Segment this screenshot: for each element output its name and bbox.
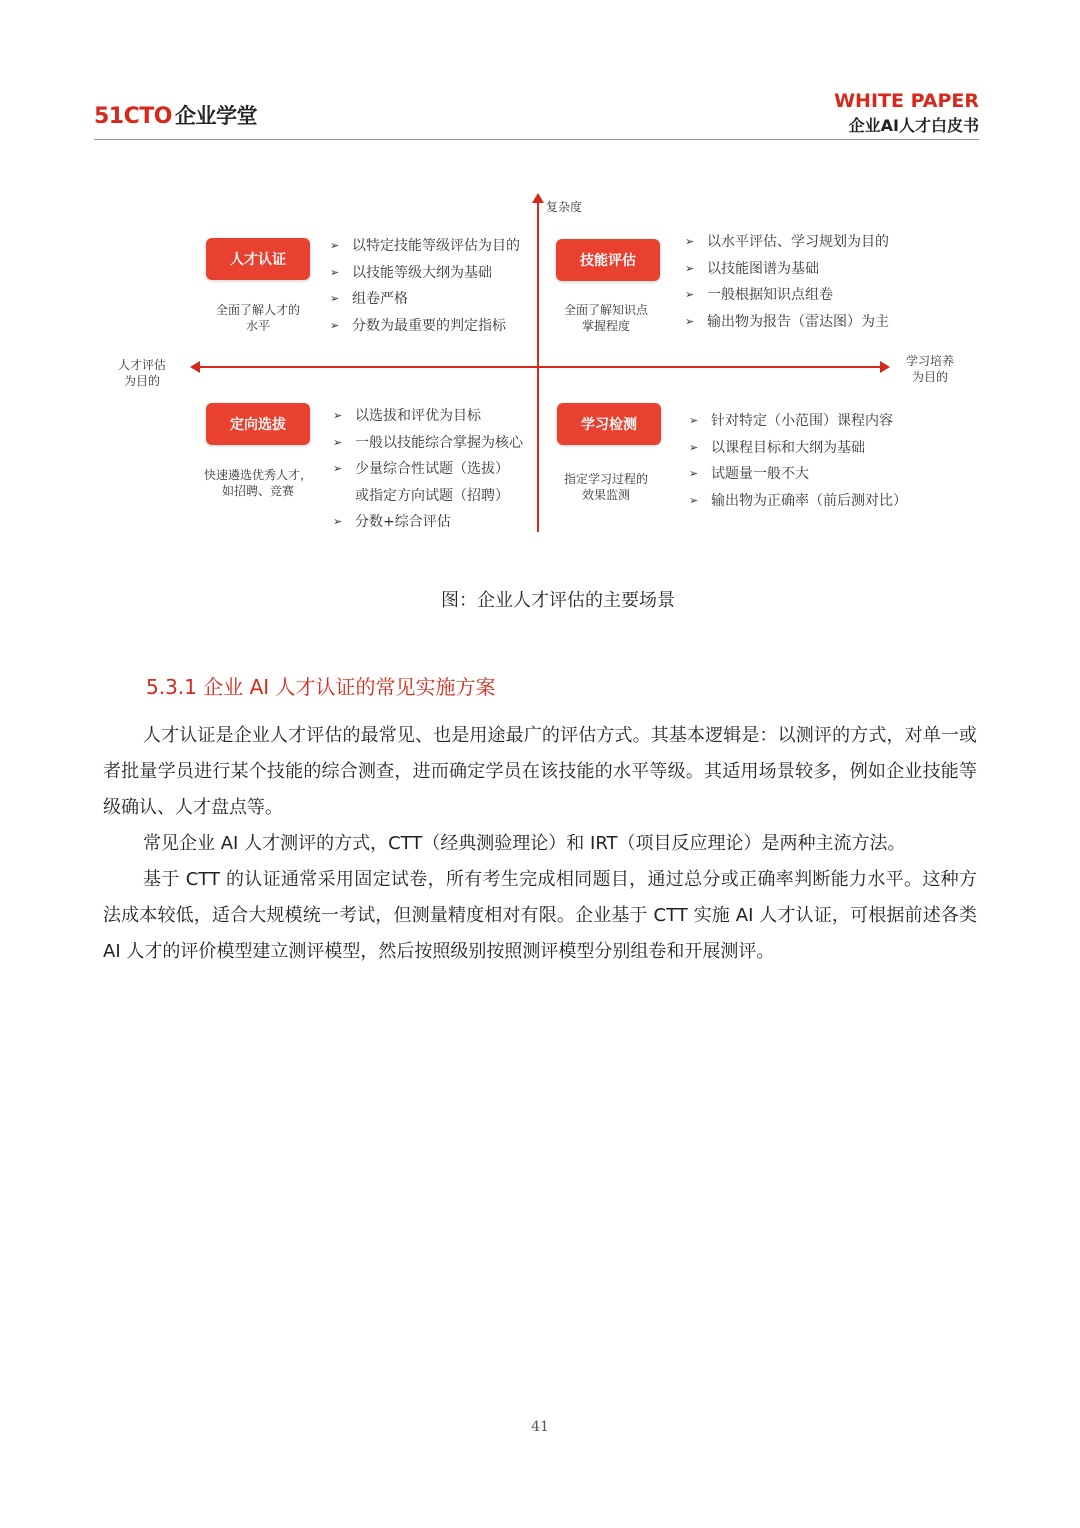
list-item [689,488,907,515]
list-item [333,509,523,536]
desc-line: 如招聘、竞赛 [221,484,294,498]
axis-label-assessment [112,357,172,389]
list-item [689,435,907,462]
bullet-text: 组卷严格 [352,291,408,307]
bullet-list-bottom-left [333,403,523,536]
bullet-text-continuation: 或指定方向试题（招聘） [355,487,509,504]
list-item [689,408,907,435]
company-logo [94,100,257,130]
desc-line: 掌握程度 [581,319,630,333]
bullet-text: 输出物为报告（雷达图）为主 [707,313,889,330]
bullet-text: 分数+综合评估 [355,514,451,530]
section-heading: 5.3.1 企业 AI 人才认证的常见实施方案 [146,675,496,699]
bullet-text: 针对特定（小范围）课程内容 [711,413,893,429]
bullet-arrow-icon: ➢ [333,409,343,422]
bullet-list-bottom-right [689,408,907,514]
logo-brand: 51CTO [94,104,172,129]
desc-line: 全面了解人才的 [215,303,300,317]
bullet-arrow-icon: ➢ [685,314,695,328]
axis-label-line: 人才评估 [117,358,166,372]
quadrant-desc [542,471,670,503]
quadrant-title-skill-assessment: 技能评估 [556,239,660,281]
bullet-arrow-icon: ➢ [333,515,343,528]
body-paragraph: 基于 CTT 的认证通常采用固定试卷，所有考生完成相同题目，通过总分或正确率判断能力水平。这种方法成本较低，适合大规模统一考试，但测量精度相对有限。企业基于 CTT 实施 AI 人才认证，可根据前述各类 AI 人才的评价模型建立测评模型，然后按照级别按照测评模型分别组卷和开展测评。 [103,869,977,962]
horizontal-axis [198,366,882,368]
bullet-text: 试题量一般不大 [711,466,809,482]
header-divider [94,139,979,140]
arrow-left-icon [190,361,200,373]
desc-line: 效果监测 [581,488,630,502]
list-item [685,282,889,309]
quadrant-title-targeted-selection: 定向选拔 [206,403,310,445]
desc-line: 水平 [245,319,270,333]
bullet-text: 以水平评估、学习规划为目的 [707,234,889,250]
list-item [685,309,889,336]
bullet-arrow-icon: ➢ [330,318,340,332]
bullet-arrow-icon: ➢ [685,288,695,301]
axis-label-complexity: 复杂度 [546,200,583,214]
bullet-text: 一般以技能综合掌握为核心 [355,434,523,451]
bullet-arrow-icon: ➢ [330,239,340,252]
bullet-text: 一般根据知识点组卷 [707,287,833,303]
bullet-list-top-left [330,233,520,339]
bullet-text: 少量综合性试题（选拔） [355,461,509,477]
list-item [333,456,523,483]
list-item [330,313,520,340]
quadrant-desc [194,467,322,499]
white-paper-subtitle: 企业AI人才白皮书 [848,116,979,135]
quadrant-desc [542,302,670,334]
white-paper-title: WHITE PAPER [834,90,979,112]
quadrant-desc [194,302,322,334]
quadrant-title-talent-certification: 人才认证 [206,238,310,280]
arrow-up-icon [532,193,544,203]
bullet-text: 分数为最重要的判定指标 [352,317,506,334]
bullet-list-top-right [685,229,889,335]
list-item [685,256,889,283]
body-paragraph: 常见企业 AI 人才测评的方式，CTT（经典测验理论）和 IRT（项目反应理论）是两种主流方法。 [143,833,906,854]
bullet-arrow-icon: ➢ [689,493,699,507]
bullet-text: 输出物为正确率（前后测对比） [711,492,907,509]
axis-label-line: 为目的 [123,374,160,388]
desc-line: 快速遴选优秀人才， [203,468,312,482]
page-number: 41 [531,1419,549,1435]
arrow-right-icon [880,361,890,373]
list-item [330,286,520,313]
desc-line: 指定学习过程的 [563,472,648,486]
list-item [689,461,907,488]
body-paragraph: 人才认证是企业人才评估的最常见、也是用途最广的评估方式。其基本逻辑是：以测评的方式，对单一或者批量学员进行某个技能的综合测查，进而确定学员在该技能的水平等级。其适用场景较多，例如企业技能等级确认、人才盘点等。 [103,725,977,818]
list-item [685,229,889,256]
bullet-arrow-icon: ➢ [689,467,699,480]
bullet-text: 以技能图谱为基础 [707,260,819,277]
bullet-arrow-icon: ➢ [689,440,699,454]
bullet-text: 以特定技能等级评估为目的 [352,238,520,254]
axis-label-line: 为目的 [911,370,948,384]
bullet-text: 以技能等级大纲为基础 [352,264,492,281]
logo-text: 企业学堂 [174,104,257,128]
desc-line: 全面了解知识点 [563,303,648,317]
list-item [330,233,520,260]
bullet-arrow-icon: ➢ [330,265,340,279]
bullet-arrow-icon: ➢ [330,292,340,305]
bullet-text: 以课程目标和大纲为基础 [711,439,865,456]
bullet-arrow-icon: ➢ [685,261,695,275]
list-item [333,483,523,510]
bullet-arrow-icon: ➢ [333,462,343,475]
bullet-arrow-icon: ➢ [333,435,343,449]
list-item [333,430,523,457]
list-item [330,260,520,287]
figure-caption: 图：企业人才评估的主要场景 [441,590,675,611]
bullet-text: 以选拔和评优为目标 [355,408,481,424]
bullet-arrow-icon: ➢ [685,235,695,248]
bullet-arrow-icon: ➢ [689,414,699,427]
axis-label-learning [898,353,962,385]
list-item [333,403,523,430]
quadrant-title-learning-check: 学习检测 [557,403,661,445]
axis-label-line: 学习培养 [905,354,954,368]
